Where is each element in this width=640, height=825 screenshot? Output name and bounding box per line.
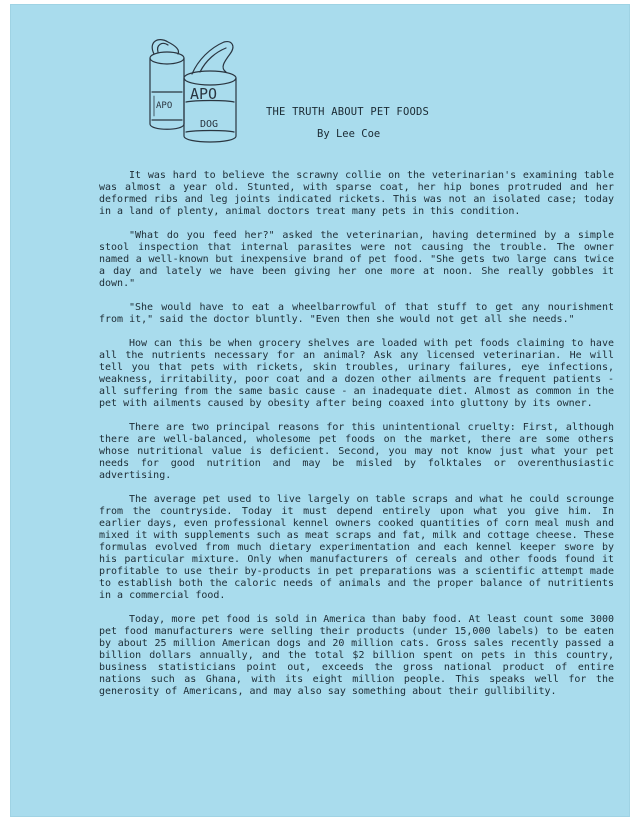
logo-text-front: APO: [190, 85, 218, 103]
paragraph: Today, more pet food is sold in America than baby food. At least count some 3000 pet food manufacturers were selling their products (under 15,000 labels) to be eaten by about 25 million American dogs and 20 million cats. Gross sales recently passed a billion dollars annually, and the total $2 billion spent on pets in this country, business statisticians point out, exceeds the gross national product of entire nations such as Ghana, with its eight million people. This speaks well for the generosity of Americans, and may also say something about their gullibility.: [99, 613, 614, 698]
paragraph: There are two principal reasons for this unintentional cruelty: First, although there are well-balanced, wholesome pet foods on the market, there are some others whose nutritional value is deficient. Second, you may not know just what your pet needs for good nutrition and may be misled by folktales or overenthusiastic advertising.: [99, 421, 614, 481]
byline: By Lee Coe: [317, 128, 381, 140]
paragraph: "She would have to eat a wheelbarrowful of that stuff to get any nourishment from it," said the doctor bluntly. "Even then she would not get all she needs.": [99, 301, 614, 325]
article-body: [99, 170, 614, 699]
page-title: THE TRUTH ABOUT PET FOODS: [266, 106, 430, 118]
pet-food-cans-icon: [140, 32, 250, 148]
paragraph: How can this be when grocery shelves are loaded with pet foods claiming to have all the nutrients necessary for an animal? Ask any licensed veterinarian. He will tell you that pets with rickets, skin troubles, urinary failures, eye infections, weakness, irritability, poor coat and a dozen other ailments are frequent patients - all suffering from the same basic cause - an inadequate diet. Almost as common in the pet with ailments caused by obesity after being coaxed into gluttony by its owner.: [99, 337, 614, 409]
logo-text-back: APO: [156, 101, 173, 111]
paragraph: "What do you feed her?" asked the veterinarian, having determined by a simple stool inspection that internal parasites were not causing the trouble. The owner named a well-known but inexpensive brand of pet food. "She gets two large cans twice a day and lately we have been giving her one more at noon. She really gobbles it down.": [99, 229, 614, 290]
logo-text-dog: DOG: [200, 119, 219, 130]
paragraph: The average pet used to live largely on table scraps and what he could scrounge from the countryside. Today it must depend entirely upon what you give him. In earlier days, even professional kennel owners cooked quantities of corn meal mush and mixed it with supplements such as meat scraps and fat, milk and cottage cheese. These formulas evolved from much dietary experimentation and each kennel keeper swore by his particular mixture. Only when manufacturers of cereals and other foods found it profitable to use their by-products in pet preparations was a scientific attempt made to establish both the caloric needs of animals and the proper balance of nutritients in a commercial food.: [99, 493, 614, 602]
document-page: [10, 4, 630, 817]
paragraph: It was hard to believe the scrawny collie on the veterinarian's examining table was almost a year old. Stunted, with sparse coat, her hip bones protruded and her deformed ribs and leg joints indicated rickets. This was not an isolated case; today in a land of plenty, animal doctors treat many pets in this condition.: [99, 170, 614, 218]
